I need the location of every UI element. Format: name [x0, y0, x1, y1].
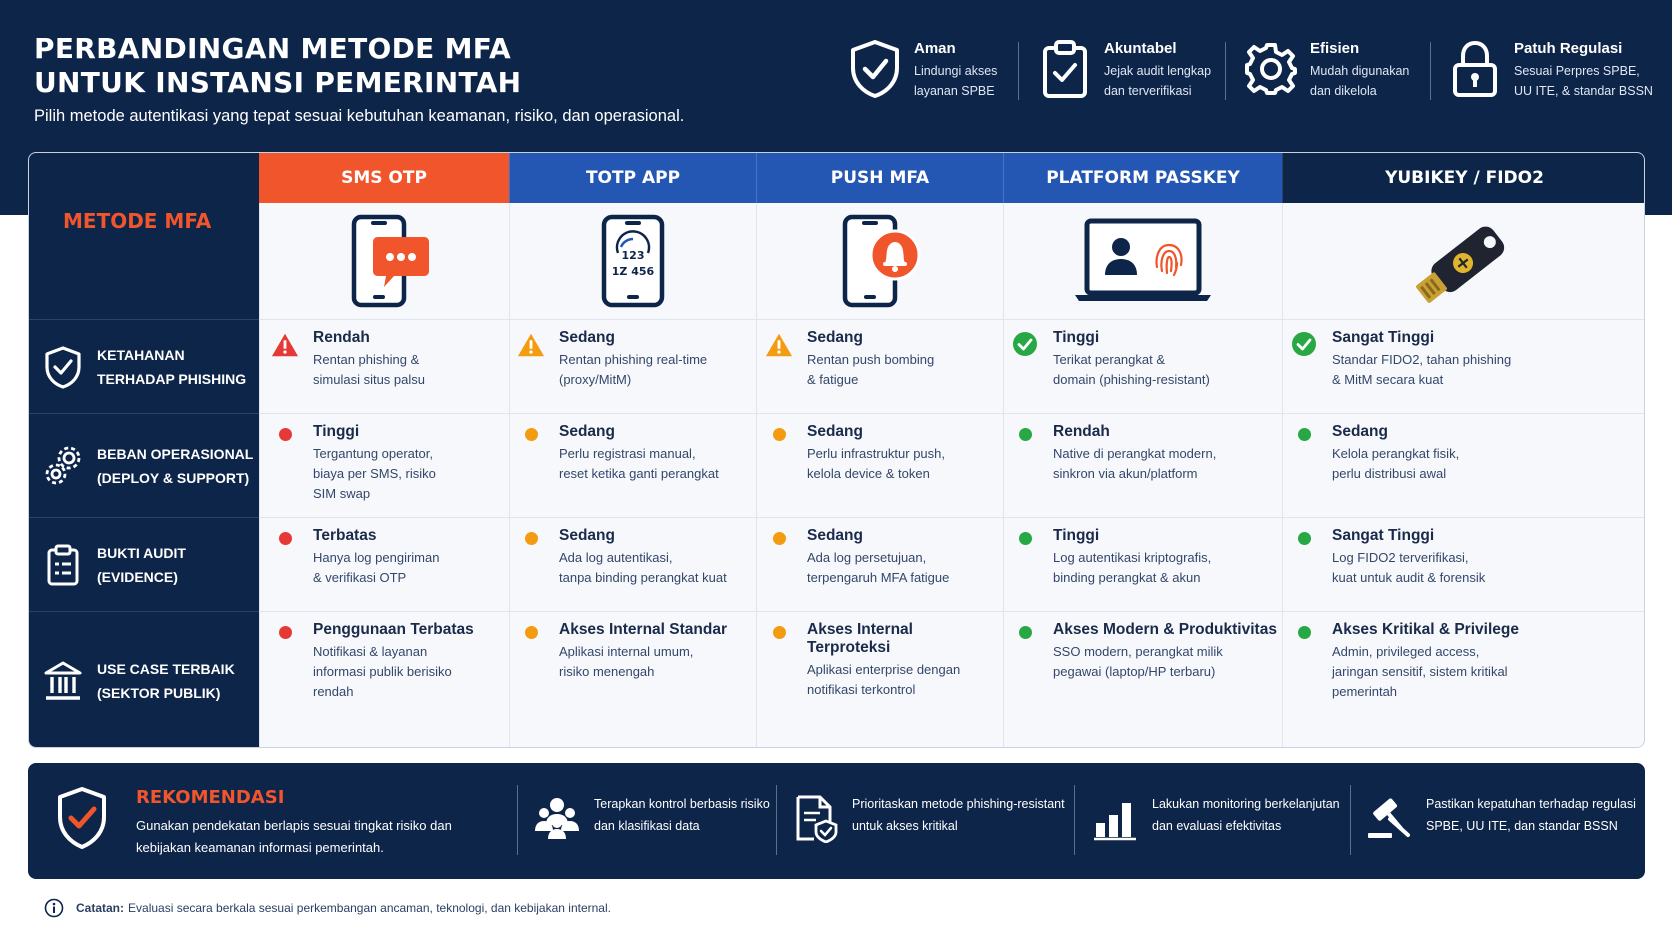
cell-totp-audit	[517, 527, 751, 588]
feature-title: Efisien	[1310, 40, 1360, 57]
cell-desc: SSO modern, perangkat milik pegawai (laptop/HP terbaru)	[1053, 644, 1223, 679]
row-label-phishing	[29, 319, 259, 413]
column-header-totp-app: TOTP APP	[509, 153, 756, 203]
cell-yubikey-audit	[1290, 527, 1640, 588]
cell-title: Akses Modern & Produktivitas	[1053, 621, 1277, 638]
cell-title: Sangat Tinggi	[1332, 329, 1435, 346]
row-label-line-2: (SEKTOR PUBLIK)	[97, 684, 221, 701]
recommendation-panel	[28, 763, 1645, 879]
cell-title: Sedang	[559, 423, 615, 440]
cell-passkey-operational	[1011, 423, 1277, 484]
corner-label: METODE MFA	[63, 209, 212, 233]
warning-icon	[271, 331, 299, 359]
check-circle-icon	[1012, 331, 1038, 357]
recommendation-text: Lakukan monitoring berkelanjutan dan evaluasi efektivitas	[1152, 797, 1340, 833]
row-label-line-1: BUKTI AUDIT	[97, 544, 186, 561]
cell-title: Terbatas	[313, 527, 377, 544]
illustration-sms-otp	[259, 203, 509, 319]
cell-passkey-phishing	[1011, 329, 1277, 390]
warning-icon	[765, 331, 793, 359]
cell-desc: Terikat perangkat & domain (phishing-resistant)	[1053, 352, 1210, 387]
recommendation-divider	[1074, 785, 1075, 855]
cell-title: Tinggi	[1053, 527, 1100, 544]
row-label-line-2: TERHADAP PHISHING	[97, 370, 247, 387]
clipboard-icon	[43, 543, 83, 587]
column-header-platform-passkey: PLATFORM PASSKEY	[1003, 153, 1282, 203]
row-header-column	[29, 153, 259, 748]
people-icon	[534, 793, 580, 843]
cell-desc: Rentan phishing & simulasi situs palsu	[313, 352, 425, 387]
recommendation-title: REKOMENDASI	[136, 787, 285, 808]
cell-totp-use-case	[517, 621, 751, 682]
cell-desc: Perlu registrasi manual, reset ketika ganti perangkat	[559, 446, 719, 481]
comparison-table	[28, 152, 1645, 748]
row-label-audit	[29, 517, 259, 611]
recommendation-item-compliance	[1366, 793, 1636, 843]
page-title-line-1: PERBANDINGAN METODE MFA	[34, 32, 511, 65]
feature-title: Patuh Regulasi	[1514, 40, 1623, 57]
page-title	[34, 32, 521, 100]
footnote-text: Evaluasi secara berkala sesuai perkembangan ancaman, teknologi, dan kebijakan internal.	[128, 901, 611, 915]
status-dot	[279, 626, 292, 639]
row-label-line-1: BEBAN OPERASIONAL	[97, 445, 254, 462]
cell-passkey-audit	[1011, 527, 1277, 588]
cell-desc: Tergantung operator, biaya per SMS, risiko SIM swap	[313, 446, 436, 501]
row-divider	[259, 611, 1645, 612]
cell-desc: Log FIDO2 terverifikasi, kuat untuk audit & forensik	[1332, 550, 1486, 585]
row-divider	[259, 517, 1645, 518]
feature-efisien	[1242, 38, 1409, 101]
recommendation-divider	[1350, 785, 1351, 855]
column-header-sms-otp: SMS OTP	[259, 153, 509, 203]
row-divider	[259, 413, 1645, 414]
cell-sms-phishing	[271, 329, 503, 390]
cell-desc: Perlu infrastruktur push, kelola device & token	[807, 446, 946, 481]
column-header-yubikey: YUBIKEY / FIDO2	[1282, 153, 1645, 203]
status-dot	[279, 428, 292, 441]
status-dot	[1019, 428, 1032, 441]
status-dot	[773, 428, 786, 441]
cell-title: Rendah	[313, 329, 370, 346]
recommendation-desc: Gunakan pendekatan berlapis sesuai tingkat risiko dan kebijakan keamanan informasi pemerintah.	[136, 818, 452, 855]
lock-icon	[1446, 38, 1504, 100]
cell-title: Penggunaan Terbatas	[313, 621, 474, 638]
feature-desc: Sesuai Perpres SPBE, UU ITE, & standar BSSN	[1514, 64, 1653, 98]
cell-desc: Aplikasi internal umum, risiko menengah	[559, 644, 694, 679]
cell-title: Akses Kritikal & Privilege	[1332, 621, 1519, 638]
check-circle-icon	[1291, 331, 1317, 357]
cell-desc: Rentan phishing real-time (proxy/MitM)	[559, 352, 708, 387]
row-label-line-2: (EVIDENCE)	[97, 568, 178, 585]
status-dot	[1298, 428, 1311, 441]
row-label-operational	[29, 413, 259, 517]
cell-title: Sedang	[807, 329, 863, 346]
cell-title: Sedang	[559, 329, 615, 346]
feature-patuh-regulasi	[1446, 38, 1653, 101]
cell-sms-use-case	[271, 621, 503, 702]
illustration-platform-passkey	[1003, 203, 1282, 319]
feature-title: Aman	[914, 40, 956, 57]
totp-code-1: 123	[621, 249, 644, 262]
column-header-push-mfa: PUSH MFA	[756, 153, 1003, 203]
cell-title: Akses Internal Standar	[559, 621, 727, 638]
feature-divider	[1225, 42, 1226, 100]
cell-sms-audit	[271, 527, 503, 588]
cell-title: Sedang	[559, 527, 615, 544]
recommendation-item-monitoring	[1092, 793, 1340, 843]
info-icon	[44, 898, 64, 918]
row-label-use-case	[29, 611, 259, 748]
feature-title: Akuntabel	[1104, 40, 1177, 57]
totp-code-2: 1Z 456	[611, 265, 654, 278]
status-dot	[525, 626, 538, 639]
shield-check-icon	[54, 785, 110, 851]
cell-desc: Aplikasi enterprise dengan notifikasi terkontrol	[807, 662, 961, 697]
cell-title: Sedang	[1332, 423, 1388, 440]
cell-totp-operational	[517, 423, 751, 484]
cell-desc: Native di perangkat modern, sinkron via akun/platform	[1053, 446, 1217, 481]
cell-desc: Hanya log pengiriman & verifikasi OTP	[313, 550, 440, 585]
recommendation-text: Prioritaskan metode phishing-resistant untuk akses kritikal	[852, 797, 1065, 833]
status-dot	[525, 428, 538, 441]
cell-push-phishing	[765, 329, 999, 390]
footnote	[44, 898, 611, 918]
cell-yubikey-operational	[1290, 423, 1640, 484]
recommendation-item-risk	[534, 793, 770, 843]
cell-totp-phishing	[517, 329, 751, 390]
cell-title: Sedang	[807, 423, 863, 440]
cell-push-operational	[765, 423, 999, 484]
feature-divider	[1430, 42, 1431, 100]
row-divider	[259, 319, 1645, 320]
status-dot	[1298, 532, 1311, 545]
gears-icon	[43, 444, 83, 488]
cell-title: Rendah	[1053, 423, 1110, 440]
illustration-yubikey	[1282, 203, 1645, 319]
government-building-icon	[43, 659, 83, 703]
security-key-icon	[1404, 209, 1524, 313]
status-dot	[1019, 626, 1032, 639]
feature-akuntabel	[1036, 38, 1211, 101]
recommendation-divider	[776, 785, 777, 855]
cell-title: Tinggi	[1053, 329, 1100, 346]
cell-desc: Ada log persetujuan, terpengaruh MFA fatigue	[807, 550, 950, 585]
shield-check-icon	[43, 345, 83, 389]
cell-yubikey-phishing	[1290, 329, 1640, 390]
cell-desc: Notifikasi & layanan informasi publik berisiko rendah	[313, 644, 452, 699]
cell-desc: Standar FIDO2, tahan phishing & MitM secara kuat	[1332, 352, 1512, 387]
status-dot	[525, 532, 538, 545]
feature-divider	[1018, 42, 1019, 100]
recommendation-item-phishing-resistant	[792, 793, 1065, 843]
status-dot	[773, 532, 786, 545]
cell-title: Tinggi	[313, 423, 360, 440]
status-dot	[1019, 532, 1032, 545]
cell-passkey-use-case	[1011, 621, 1277, 682]
cell-desc: Rentan push bombing & fatigue	[807, 352, 935, 387]
warning-icon	[517, 331, 545, 359]
page-title-line-2: UNTUK INSTANSI PEMERINTAH	[34, 66, 522, 99]
clipboard-check-icon	[1036, 38, 1094, 100]
gavel-icon	[1366, 793, 1412, 843]
laptop-fingerprint-icon	[1073, 215, 1213, 307]
cell-title: Sedang	[807, 527, 863, 544]
recommendation-text: Terapkan kontrol berbasis risiko dan klasifikasi data	[594, 797, 770, 833]
cell-desc: Log autentikasi kriptografis, binding perangkat & akun	[1053, 550, 1212, 585]
phone-bell-icon	[835, 213, 925, 309]
cell-title: Sangat Tinggi	[1332, 527, 1435, 544]
recommendation-text: Pastikan kepatuhan terhadap regulasi SPBE, UU ITE, dan standar BSSN	[1426, 797, 1636, 833]
phone-message-icon	[334, 213, 434, 309]
cell-yubikey-use-case	[1290, 621, 1640, 702]
cell-title: Akses Internal Terproteksi	[807, 621, 913, 656]
status-dot	[279, 532, 292, 545]
feature-desc: Jejak audit lengkap dan terverifikasi	[1104, 64, 1212, 98]
footnote-label: Catatan:	[76, 901, 125, 915]
recommendation-divider	[517, 785, 518, 855]
phone-code-icon	[598, 213, 668, 309]
feature-desc: Lindungi akses layanan SPBE	[914, 64, 998, 98]
status-dot	[773, 626, 786, 639]
page-subtitle: Pilih metode autentikasi yang tepat sesuai kebutuhan keamanan, risiko, dan operasional.	[34, 107, 685, 125]
illustration-push-mfa	[756, 203, 1003, 319]
row-label-line-2: (DEPLOY & SUPPORT)	[97, 469, 250, 486]
gear-icon	[1242, 38, 1300, 100]
feature-desc: Mudah digunakan dan dikelola	[1310, 64, 1410, 98]
status-dot	[1298, 626, 1311, 639]
shield-check-icon	[846, 38, 904, 100]
bar-chart-icon	[1092, 793, 1138, 843]
cell-desc: Kelola perangkat fisik, perlu distribusi awal	[1332, 446, 1460, 481]
row-label-line-1: USE CASE TERBAIK	[97, 660, 235, 677]
cell-push-use-case	[765, 621, 999, 700]
illustration-totp-app	[509, 203, 756, 319]
cell-desc: Admin, privileged access, jaringan sensitif, sistem kritikal pemerintah	[1332, 644, 1508, 699]
feature-aman	[846, 38, 997, 101]
cell-sms-operational	[271, 423, 503, 504]
cell-desc: Ada log autentikasi, tanpa binding perangkat kuat	[559, 550, 727, 585]
row-label-line-1: KETAHANAN	[97, 346, 185, 363]
cell-push-audit	[765, 527, 999, 588]
document-shield-icon	[792, 793, 838, 843]
